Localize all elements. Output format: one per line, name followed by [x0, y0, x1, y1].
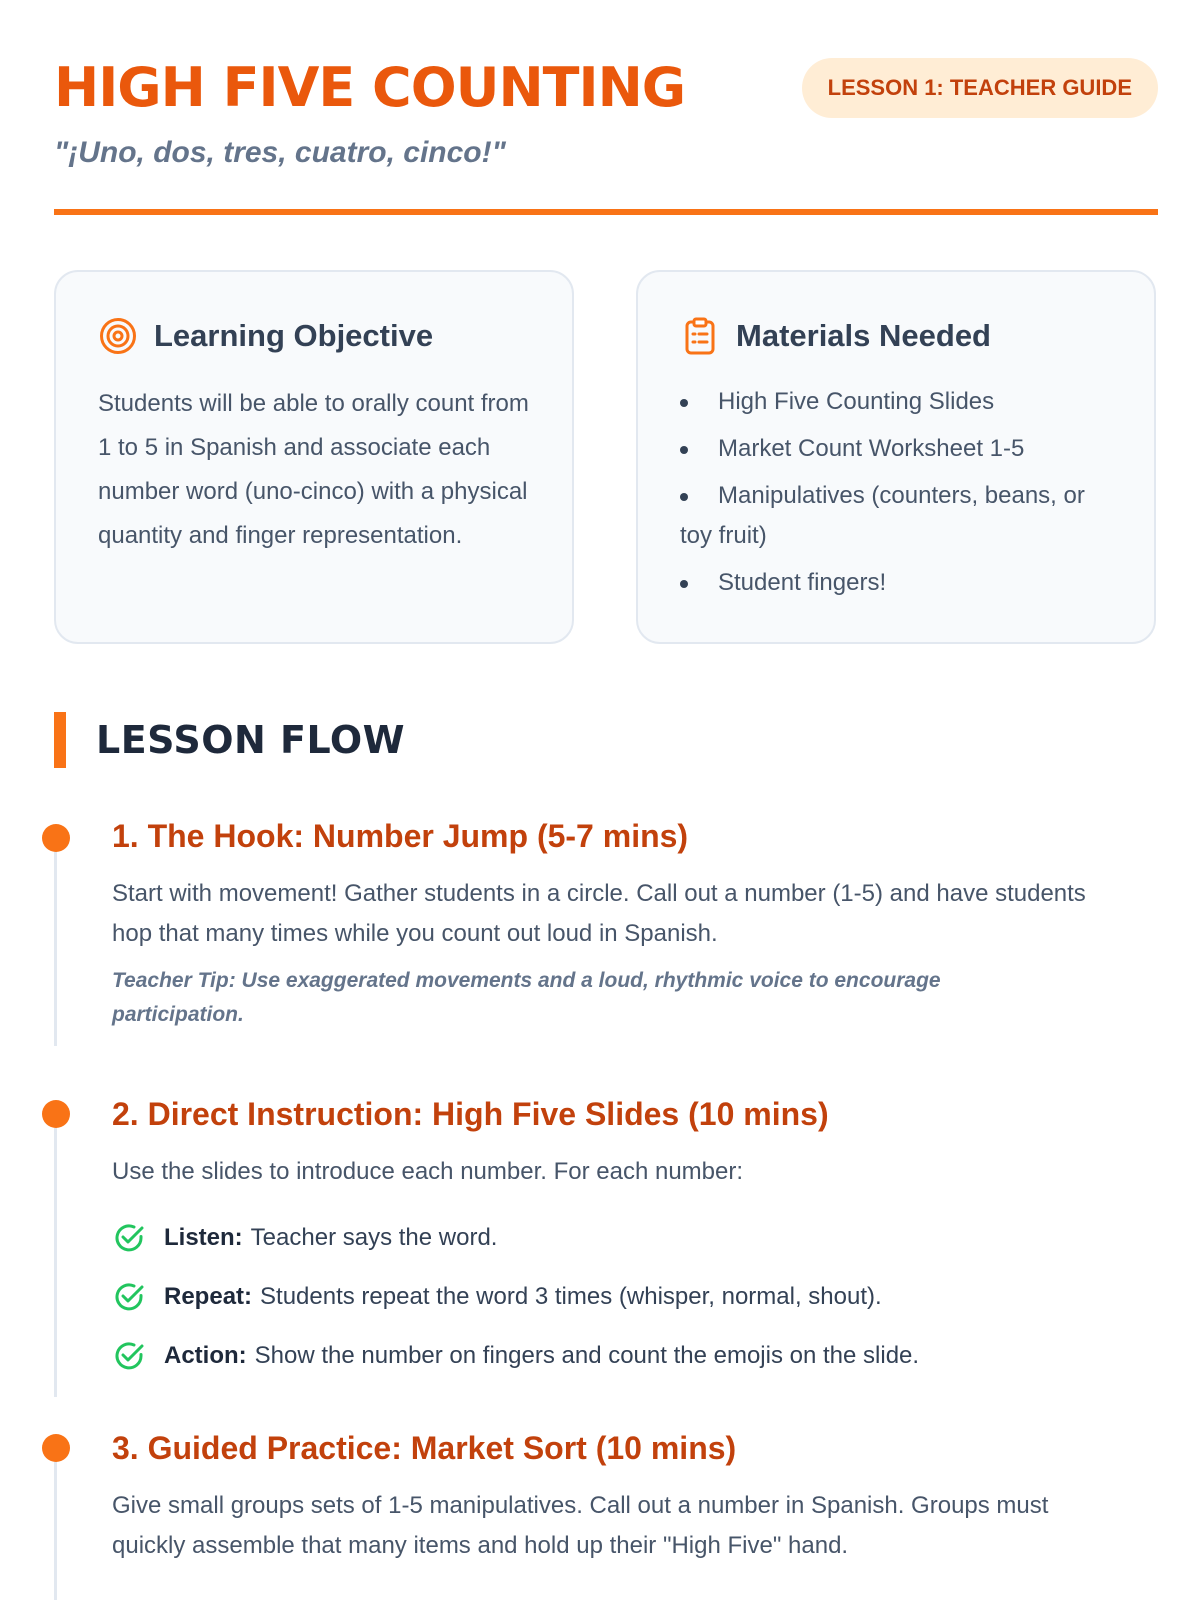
- check-text: Show the number on fingers and count the emojis on the slide.: [254, 1342, 920, 1369]
- step-text: Give small groups sets of 1-5 manipulatives. Call out a number in Spanish. Groups must quickly assemble that many items and hold up their "High Five" hand.: [112, 1492, 1049, 1559]
- objective-header: [98, 314, 433, 358]
- step-title: 2. Direct Instruction: High Five Slides (10 mins): [112, 1096, 829, 1132]
- bullet: [680, 493, 688, 501]
- timeline-line: [54, 1112, 57, 1397]
- lesson-flow-header: [54, 712, 405, 768]
- timeline-dot: [42, 824, 70, 852]
- timeline-dot: [42, 1100, 70, 1128]
- check-text: Students repeat the word 3 times (whisper, normal, shout).: [260, 1283, 882, 1310]
- materials-card: [636, 270, 1156, 644]
- bullet: [680, 580, 688, 588]
- page-subtitle: "¡Uno, dos, tres, cuatro, cinco!": [54, 136, 506, 169]
- timeline-line: [54, 1446, 57, 1600]
- check-circle-icon: [112, 1339, 146, 1373]
- check-circle-icon: [112, 1221, 146, 1255]
- materials-item: High Five Counting Slides: [718, 388, 995, 415]
- objective-title: Learning Objective: [154, 318, 434, 353]
- target-icon: [98, 316, 138, 356]
- step-title: 1. The Hook: Number Jump (5-7 mins): [112, 818, 689, 854]
- clipboard-icon: [680, 316, 720, 356]
- bullet: [680, 446, 688, 454]
- page-title: HIGH FIVE COUNTING: [54, 56, 686, 119]
- list-item: [680, 429, 1120, 469]
- checklist-item-action: [112, 1336, 919, 1376]
- teacher-tip: Teacher Tip: Use exaggerated movements and a loud, rhythmic voice to encourage participation.: [112, 969, 941, 1026]
- objective-text: Students will be able to orally count from 1 to 5 in Spanish and associate each number word (uno-cinco) with a physical quantity and finger representation.: [98, 390, 529, 549]
- check-label: Action:: [164, 1342, 247, 1369]
- step-2: [40, 1098, 1160, 1388]
- checklist-item-listen: [112, 1218, 497, 1258]
- check-text: Teacher says the word.: [250, 1224, 498, 1251]
- step-title: 3. Guided Practice: Market Sort (10 mins): [112, 1430, 737, 1466]
- objective-card: [54, 270, 574, 644]
- list-item: [680, 563, 1120, 603]
- lesson-badge: LESSON 1: TEACHER GUIDE: [802, 58, 1158, 118]
- lesson-flow-title: LESSON FLOW: [96, 718, 406, 762]
- section-accent-bar: [54, 712, 66, 768]
- materials-item: Student fingers!: [718, 569, 887, 596]
- materials-header: [680, 314, 991, 358]
- timeline-dot: [42, 1434, 70, 1462]
- materials-item: Manipulatives (counters, beans, or toy fruit): [680, 482, 1085, 549]
- materials-item: Market Count Worksheet 1-5: [718, 435, 1025, 462]
- checklist-item-repeat: [112, 1277, 882, 1317]
- step-1: [40, 818, 1160, 1046]
- list-item: [680, 476, 1120, 556]
- timeline-line: [54, 836, 57, 1046]
- check-label: Repeat:: [164, 1283, 253, 1310]
- materials-list: [680, 382, 1120, 610]
- check-label: Listen:: [164, 1224, 243, 1251]
- step-3: [40, 1432, 1160, 1600]
- check-circle-icon: [112, 1280, 146, 1314]
- step-text: Use the slides to introduce each number. For each number:: [112, 1158, 744, 1185]
- bullet: [680, 399, 688, 407]
- header-divider: [54, 209, 1158, 215]
- step-text: Start with movement! Gather students in a circle. Call out a number (1-5) and have students hop that many times while you count out loud in Spanish.: [112, 880, 1086, 947]
- materials-title: Materials Needed: [736, 318, 991, 353]
- list-item: [680, 382, 1120, 422]
